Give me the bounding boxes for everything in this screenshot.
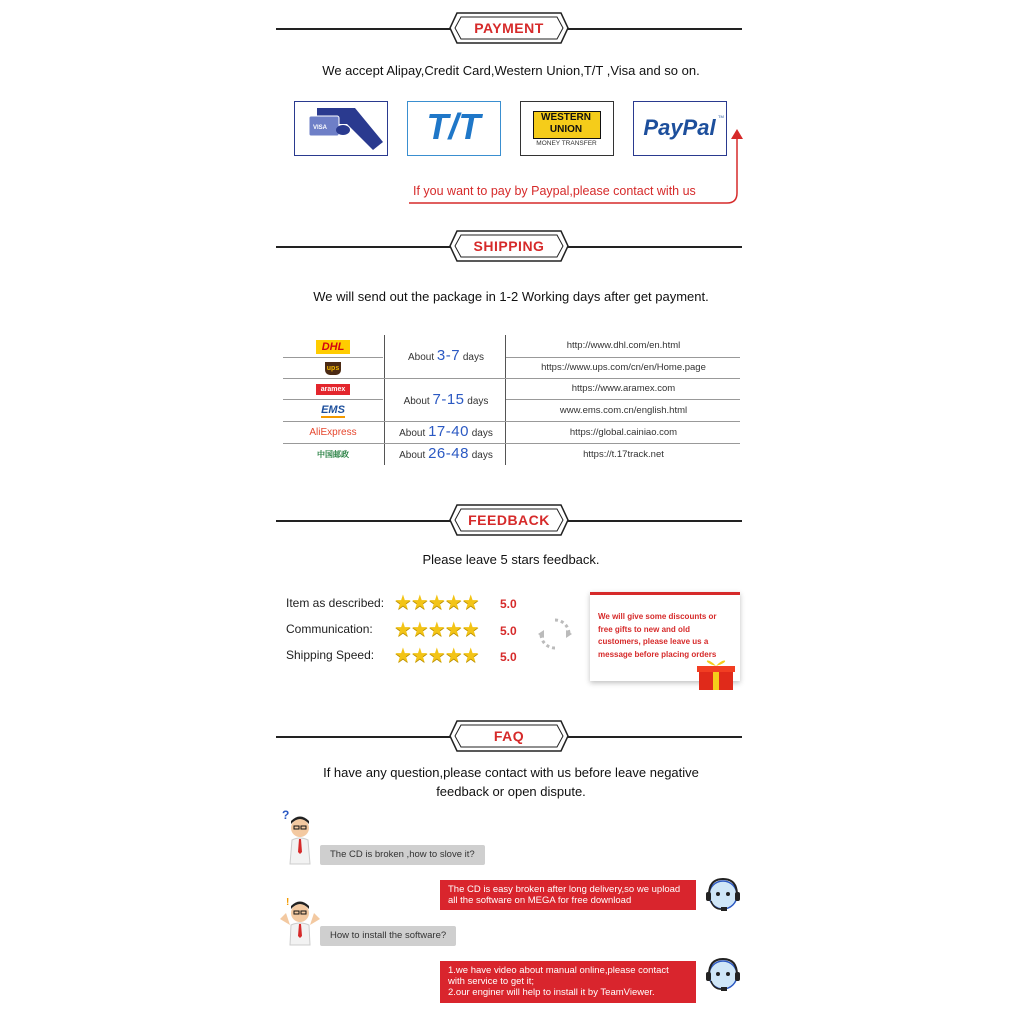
faq-title: FAQ (493, 728, 525, 744)
delivery-time (386, 445, 506, 462)
answer-line: with service to get it; (448, 976, 535, 987)
days-suffix: days (471, 450, 493, 461)
days-range: 26-48 (428, 445, 469, 462)
days-prefix: About (399, 450, 426, 461)
shipping-table (283, 335, 740, 465)
rating-label: Shipping Speed: (286, 648, 375, 662)
answer-line: The CD is easy broken after long delivery,so we upload (448, 884, 681, 895)
china-post-logo: 中国邮政 (317, 450, 349, 459)
faq-answer-2 (440, 961, 696, 1003)
star-rating: ★★★★★ (394, 592, 479, 614)
tracking-url[interactable]: http://www.dhl.com/en.html (566, 340, 681, 351)
paypal-note: If you want to pay by Paypal,please contact with us (413, 184, 696, 198)
carrier-dhl (283, 336, 383, 357)
days-range: 17-40 (428, 423, 469, 440)
table-divider (384, 335, 385, 465)
ups-logo: ups (325, 362, 341, 375)
shipping-banner (449, 229, 569, 263)
days-suffix: days (462, 352, 484, 363)
svg-text:!: ! (286, 897, 290, 908)
dhl-logo: DHL (316, 340, 351, 354)
svg-text:?: ? (282, 808, 290, 822)
carrier-aliexpress (283, 422, 383, 443)
delivery-time (386, 391, 506, 408)
faq-question-2: How to install the software? (320, 926, 456, 946)
tt-label: T/T (426, 106, 481, 147)
tracking-url[interactable]: https://www.ups.com/cn/en/Home.page (541, 362, 706, 373)
shipping-intro: We will send out the package in 1-2 Working days after get payment. (313, 289, 709, 304)
payment-banner (449, 11, 569, 45)
answer-line: 1.we have video about manual online,please contact (448, 965, 669, 976)
feedback-title: FEEDBACK (468, 512, 550, 528)
aliexpress-logo: AliExpress (309, 427, 357, 438)
delivery-time (386, 347, 506, 364)
feedback-banner (449, 503, 569, 537)
days-range: 3-7 (436, 347, 461, 364)
wu-line2: UNION (549, 124, 583, 135)
rating-label: Communication: (286, 622, 373, 636)
shipping-title: SHIPPING (473, 238, 545, 254)
paypal-label: PayPal (643, 115, 716, 140)
days-prefix: About (403, 396, 430, 407)
delivery-time (386, 423, 506, 440)
days-prefix: About (407, 352, 435, 363)
faq-question-1: The CD is broken ,how to slove it? (320, 845, 485, 865)
promo-note-text: We will give some discounts or free gifts to new and old customers, please leave us a message before placing orders (598, 612, 717, 659)
carrier-aramex (283, 379, 383, 400)
support-agent-icon (704, 956, 742, 996)
wu-sub: MONEY TRANSFER (536, 140, 597, 147)
refresh-icon (537, 616, 573, 652)
days-suffix: days (467, 396, 489, 407)
days-range: 7-15 (432, 391, 465, 408)
rating-score: 5.0 (500, 624, 517, 638)
aramex-logo: aramex (316, 384, 351, 395)
carrier-china-post (283, 444, 383, 465)
rating-score: 5.0 (500, 650, 517, 664)
days-prefix: About (399, 428, 426, 439)
faq-intro-line2: feedback or open dispute. (436, 784, 586, 799)
star-rating: ★★★★★ (394, 619, 479, 641)
feedback-intro: Please leave 5 stars feedback. (422, 552, 600, 567)
support-agent-icon (704, 876, 742, 916)
payment-title: PAYMENT (474, 20, 544, 36)
star-rating: ★★★★★ (394, 645, 479, 667)
carrier-ems (283, 400, 383, 421)
answer-line: 2.our enginer will help to install it by TeamViewer. (448, 987, 655, 998)
faq-intro-line1: If have any question,please contact with us before leave negative (323, 765, 699, 780)
confused-customer-icon (280, 806, 316, 866)
tracking-url[interactable]: https://global.cainiao.com (569, 427, 678, 438)
faq-answer-1 (440, 880, 696, 910)
card-hand-icon (295, 102, 386, 154)
gift-box-icon (693, 656, 739, 692)
payment-intro: We accept Alipay,Credit Card,Western Union,T/T ,Visa and so on. (322, 63, 700, 78)
rating-label: Item as described: (286, 596, 385, 610)
answer-line: all the software on MEGA for free download (448, 895, 632, 906)
ems-logo: EMS (321, 403, 345, 416)
faq-banner (449, 719, 569, 753)
days-suffix: days (471, 428, 493, 439)
wu-line1: WESTERN (541, 112, 591, 123)
tracking-url[interactable]: https://www.aramex.com (571, 383, 676, 394)
svg-text:VISA: VISA (313, 125, 328, 131)
rating-score: 5.0 (500, 597, 517, 611)
tracking-url[interactable]: www.ems.com.cn/english.html (559, 405, 688, 416)
carrier-ups (283, 358, 383, 379)
surprised-customer-icon (278, 895, 322, 947)
credit-card-visa-logo (294, 101, 388, 156)
tracking-url[interactable]: https://t.17track.net (583, 449, 664, 460)
paypal-tm: TM (718, 114, 724, 119)
